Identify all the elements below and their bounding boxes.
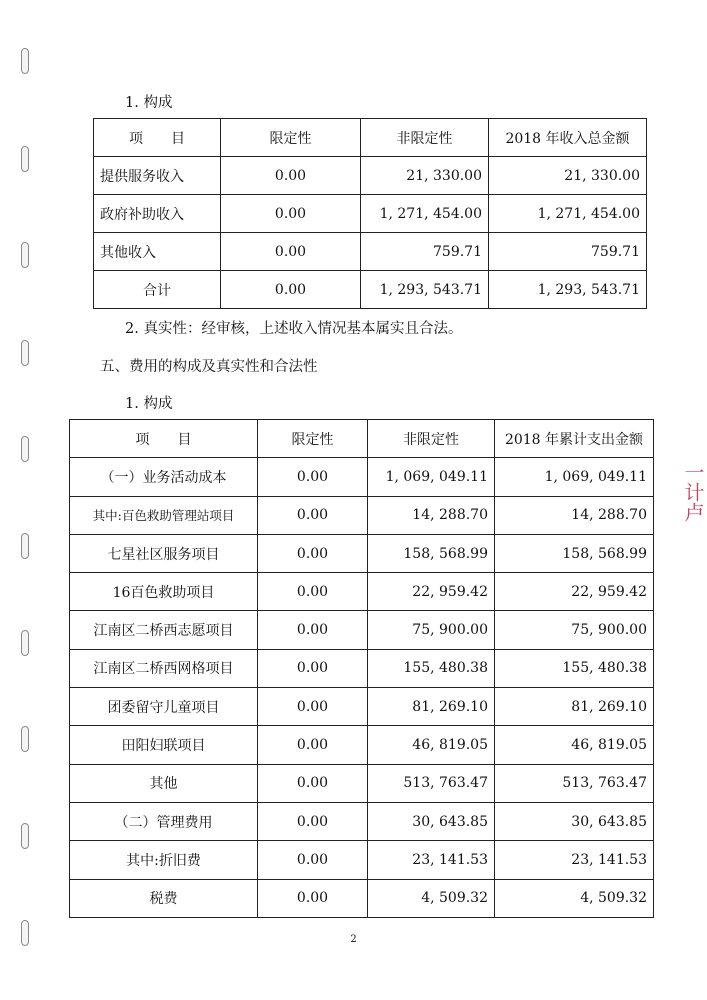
total-cell: 1, 293, 543.71 — [489, 271, 647, 309]
restricted-cell: 0.00 — [258, 534, 368, 572]
table-header-row — [94, 119, 647, 157]
item-cell: 团委留守儿童项目 — [70, 688, 258, 726]
restricted-cell: 0.00 — [221, 195, 361, 233]
unrestricted-cell: 81, 269.10 — [368, 688, 495, 726]
table-row — [70, 764, 654, 802]
binder-hole — [21, 48, 29, 74]
section1-heading: 1. 构成 — [125, 95, 173, 111]
page-number: 2 — [350, 934, 357, 945]
unrestricted-cell: 1, 069, 049.11 — [368, 458, 495, 496]
table-row — [70, 496, 654, 534]
item-cell: 七星社区服务项目 — [70, 534, 258, 572]
restricted-cell: 0.00 — [221, 271, 361, 309]
expense-table — [69, 419, 654, 918]
table-row — [70, 726, 654, 764]
total-cell: 46, 819.05 — [495, 726, 654, 764]
table-row — [70, 649, 654, 687]
table-header-row — [70, 420, 654, 458]
restricted-cell: 0.00 — [258, 649, 368, 687]
total-cell: 81, 269.10 — [495, 688, 654, 726]
restricted-cell: 0.00 — [258, 802, 368, 840]
table-row — [94, 157, 647, 195]
unrestricted-cell: 513, 763.47 — [368, 764, 495, 802]
table-row — [70, 879, 654, 917]
column-header: 项 目 — [94, 119, 221, 157]
binder-hole — [21, 823, 29, 849]
unrestricted-cell: 4, 509.32 — [368, 879, 495, 917]
income-table — [93, 118, 647, 309]
unrestricted-cell: 21, 330.00 — [361, 157, 489, 195]
section5-sub-heading: 1. 构成 — [125, 396, 173, 412]
binder-hole — [21, 726, 29, 752]
total-cell: 513, 763.47 — [495, 764, 654, 802]
unrestricted-cell: 1, 271, 454.00 — [361, 195, 489, 233]
binder-hole — [21, 630, 29, 656]
total-cell: 23, 141.53 — [495, 841, 654, 879]
restricted-cell: 0.00 — [258, 573, 368, 611]
total-cell: 155, 480.38 — [495, 649, 654, 687]
margin-stamp: 一计卢 — [681, 462, 705, 522]
binder-hole — [21, 436, 29, 462]
item-cell: （二）管理费用 — [70, 802, 258, 840]
restricted-cell: 0.00 — [221, 157, 361, 195]
restricted-cell: 0.00 — [258, 841, 368, 879]
item-cell: 政府补助收入 — [94, 195, 221, 233]
restricted-cell: 0.00 — [221, 233, 361, 271]
table-row — [70, 802, 654, 840]
item-cell: 16百色救助项目 — [70, 573, 258, 611]
authenticity-note: 2. 真实性：经审核，上述收入情况基本属实且合法。 — [125, 321, 463, 337]
binder-hole — [21, 340, 29, 366]
unrestricted-cell: 759.71 — [361, 233, 489, 271]
item-cell: （一）业务活动成本 — [70, 458, 258, 496]
total-cell: 75, 900.00 — [495, 611, 654, 649]
column-header: 2018 年累计支出金额 — [495, 420, 654, 458]
restricted-cell: 0.00 — [258, 879, 368, 917]
table-row — [94, 195, 647, 233]
table-row — [70, 611, 654, 649]
restricted-cell: 0.00 — [258, 496, 368, 534]
table-row — [70, 534, 654, 572]
total-cell: 22, 959.42 — [495, 573, 654, 611]
item-cell: 其中:百色救助管理站项目 — [70, 496, 258, 534]
total-cell: 158, 568.99 — [495, 534, 654, 572]
unrestricted-cell: 46, 819.05 — [368, 726, 495, 764]
restricted-cell: 0.00 — [258, 764, 368, 802]
total-cell: 4, 509.32 — [495, 879, 654, 917]
unrestricted-cell: 22, 959.42 — [368, 573, 495, 611]
table-row — [70, 841, 654, 879]
table-row — [94, 233, 647, 271]
binder-hole — [21, 146, 29, 172]
item-cell: 税费 — [70, 879, 258, 917]
section5-heading: 五、费用的构成及真实性和合法性 — [100, 359, 318, 375]
item-cell: 江南区二桥西志愿项目 — [70, 611, 258, 649]
item-cell: 合计 — [94, 271, 221, 309]
column-header: 项 目 — [70, 420, 258, 458]
restricted-cell: 0.00 — [258, 726, 368, 764]
binder-hole — [21, 533, 29, 559]
item-cell: 其他收入 — [94, 233, 221, 271]
total-cell: 14, 288.70 — [495, 496, 654, 534]
unrestricted-cell: 158, 568.99 — [368, 534, 495, 572]
unrestricted-cell: 155, 480.38 — [368, 649, 495, 687]
item-cell: 江南区二桥西网格项目 — [70, 649, 258, 687]
item-cell: 田阳妇联项目 — [70, 726, 258, 764]
unrestricted-cell: 14, 288.70 — [368, 496, 495, 534]
total-cell: 30, 643.85 — [495, 802, 654, 840]
column-header: 非限定性 — [368, 420, 495, 458]
table-row — [70, 458, 654, 496]
restricted-cell: 0.00 — [258, 458, 368, 496]
total-cell: 759.71 — [489, 233, 647, 271]
table-row — [70, 573, 654, 611]
column-header: 限定性 — [258, 420, 368, 458]
total-cell: 1, 271, 454.00 — [489, 195, 647, 233]
table-row — [70, 688, 654, 726]
item-cell: 其他 — [70, 764, 258, 802]
restricted-cell: 0.00 — [258, 688, 368, 726]
column-header: 非限定性 — [361, 119, 489, 157]
item-cell: 提供服务收入 — [94, 157, 221, 195]
total-cell: 1, 069, 049.11 — [495, 458, 654, 496]
binder-hole — [21, 242, 29, 268]
column-header: 2018 年收入总金额 — [489, 119, 647, 157]
column-header: 限定性 — [221, 119, 361, 157]
unrestricted-cell: 1, 293, 543.71 — [361, 271, 489, 309]
unrestricted-cell: 30, 643.85 — [368, 802, 495, 840]
unrestricted-cell: 23, 141.53 — [368, 841, 495, 879]
total-cell: 21, 330.00 — [489, 157, 647, 195]
unrestricted-cell: 75, 900.00 — [368, 611, 495, 649]
restricted-cell: 0.00 — [258, 611, 368, 649]
item-cell: 其中:折旧费 — [70, 841, 258, 879]
table-row — [94, 271, 647, 309]
